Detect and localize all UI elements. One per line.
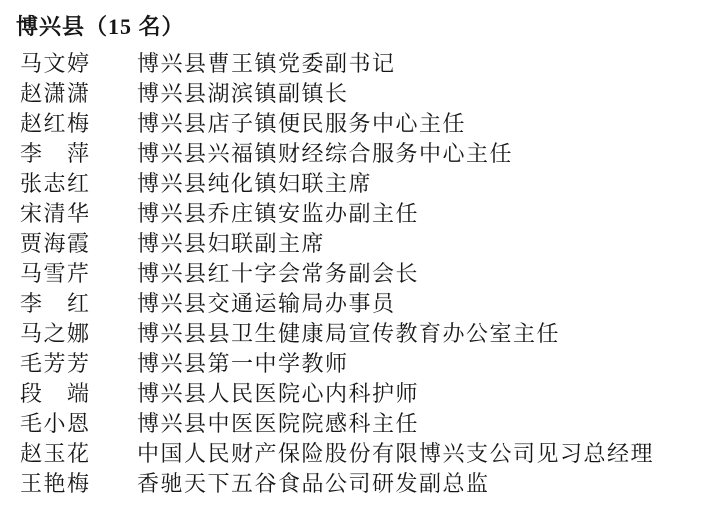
person-position: 博兴县红十字会常务副会长: [137, 260, 420, 286]
person-name: 李 红: [20, 290, 91, 316]
person-name: 宋清华: [20, 200, 91, 226]
person-position: 博兴县店子镇便民服务中心主任: [137, 110, 467, 136]
roster-row: [16, 197, 700, 227]
person-position: 博兴县乔庄镇安监办副主任: [137, 200, 420, 226]
person-name: 段 端: [20, 380, 91, 406]
roster-row: [16, 347, 700, 377]
roster-list: [16, 47, 700, 497]
person-position: 博兴县中医医院院感科主任: [137, 410, 420, 436]
person-name: 马之娜: [20, 320, 91, 346]
roster-row: [16, 227, 700, 257]
roster-row: [16, 137, 700, 167]
roster-row: [16, 77, 700, 107]
roster-row: [16, 107, 700, 137]
person-name: 毛芳芳: [20, 350, 91, 376]
person-name: 马雪芹: [20, 260, 91, 286]
person-position: 博兴县湖滨镇副镇长: [137, 80, 349, 106]
person-position: 博兴县纯化镇妇联主席: [137, 170, 373, 196]
person-position: 中国人民财产保险股份有限博兴支公司见习总经理: [137, 440, 655, 466]
person-position: 博兴县第一中学教师: [137, 350, 349, 376]
roster-row: [16, 287, 700, 317]
person-position: 博兴县曹王镇党委副书记: [137, 50, 396, 76]
person-name: 赵红梅: [20, 110, 91, 136]
roster-row: [16, 437, 700, 467]
person-name: 王艳梅: [20, 470, 91, 496]
section-title: 博兴县（15 名）: [16, 14, 185, 39]
roster-row: [16, 317, 700, 347]
roster-row: [16, 377, 700, 407]
roster-row: [16, 467, 700, 497]
person-position: 博兴县县卫生健康局宣传教育办公室主任: [137, 320, 561, 346]
person-position: 博兴县交通运输局办事员: [137, 290, 396, 316]
person-name: 李 萍: [20, 140, 91, 166]
person-position: 博兴县兴福镇财经综合服务中心主任: [137, 140, 514, 166]
person-position: 博兴县妇联副主席: [137, 230, 326, 256]
person-name: 贾海霞: [20, 230, 91, 256]
roster-row: [16, 407, 700, 437]
roster-row: [16, 257, 700, 287]
person-name: 毛小恩: [20, 410, 91, 436]
roster-row: [16, 47, 700, 77]
person-position: 博兴县人民医院心内科护师: [137, 380, 420, 406]
person-name: 赵潇潇: [20, 80, 91, 106]
person-name: 马文婷: [20, 50, 91, 76]
person-name: 赵玉花: [20, 440, 91, 466]
person-position: 香驰天下五谷食品公司研发副总监: [137, 470, 490, 496]
person-name: 张志红: [20, 170, 91, 196]
roster-row: [16, 167, 700, 197]
